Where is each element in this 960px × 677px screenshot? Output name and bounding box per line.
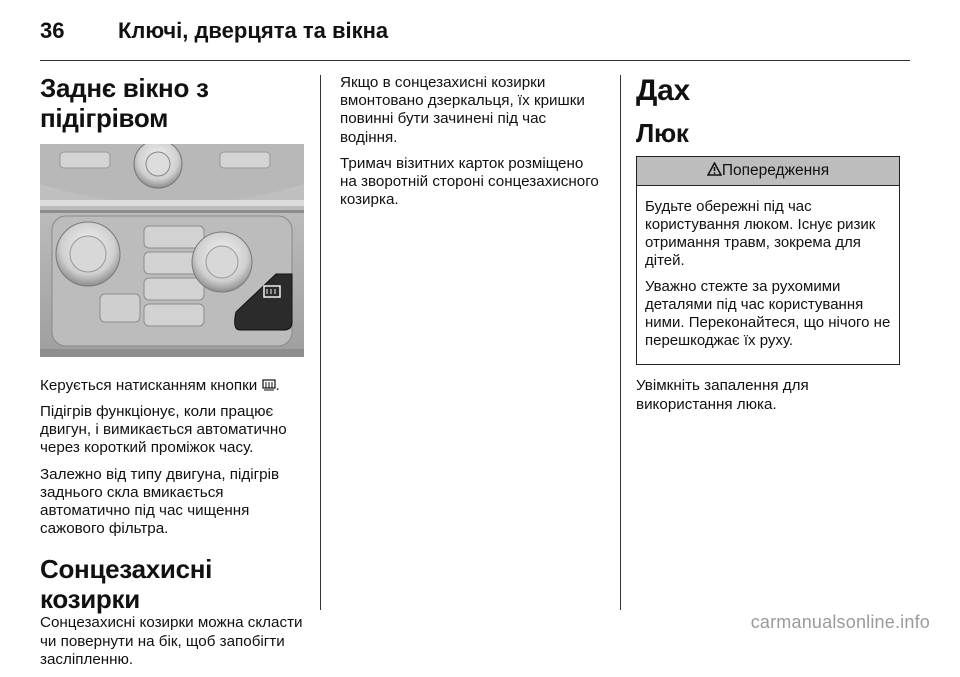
paragraph-defrost-button: Керується натисканням кнопки . — [40, 376, 280, 394]
column-3 — [636, 74, 900, 422]
warning-box — [636, 156, 900, 365]
column-divider-2 — [620, 75, 621, 610]
paragraph-sun-visors: Сонцезахисні козирки можна скласти чи повернути на бік, щоб запобігти засліпленню. — [40, 614, 303, 668]
column-2 — [340, 74, 604, 218]
column-divider-1 — [320, 75, 321, 610]
paragraph-defrost-operation: Підігрів функціонує, коли працює двигун, і вимикається автоматично через короткий проміжок часу. — [40, 403, 287, 457]
paragraph-defrost-filter: Залежно від типу двигуна, підігрів заднього скла вмикається автоматично під час чищення сажового фільтра. — [40, 465, 280, 538]
column-1 — [40, 74, 304, 677]
climate-control-panel-photo — [40, 144, 304, 357]
section-heading-roof: Дах — [636, 74, 690, 107]
section-heading-sun-visors: Сонцезахисні козирки — [40, 553, 213, 614]
paragraph-sunroof-ignition: Увімкніть запалення для використання люка. — [636, 377, 809, 413]
warning-paragraph-1: Будьте обережні під час користування люком. Існує ризик отримання травм, зокрема для дітей. — [645, 198, 876, 270]
rear-window-defrost-icon — [262, 379, 276, 391]
paragraph-card-holder: Тримач візитних карток розміщено на зворотній стороні сонцезахисного козирка. — [340, 154, 599, 209]
warning-triangle-icon — [707, 162, 722, 176]
warning-paragraph-2: Уважно стежте за рухомими деталями під час користування ними. Переконайтеся, що нічого не перешкоджає їх руху. — [645, 278, 891, 350]
warning-title: Попередження — [721, 162, 830, 180]
chapter-title: Ключі, дверцята та вікна — [118, 18, 389, 43]
subsection-heading-sunroof: Люк — [636, 117, 689, 148]
paragraph-visor-mirrors: Якщо в сонцезахисні козирки вмонтовано дзеркальця, їх кришки повинні бути зачинені під час водіння. — [340, 74, 585, 146]
page-header — [40, 14, 920, 54]
section-heading-rear-window: Заднє вікно з підігрівом — [40, 73, 209, 133]
warning-header — [637, 157, 899, 186]
warning-body — [637, 186, 899, 364]
header-rule — [40, 60, 910, 61]
page-number: 36 — [40, 18, 65, 43]
watermark: carmanualsonline.info — [750, 612, 930, 632]
